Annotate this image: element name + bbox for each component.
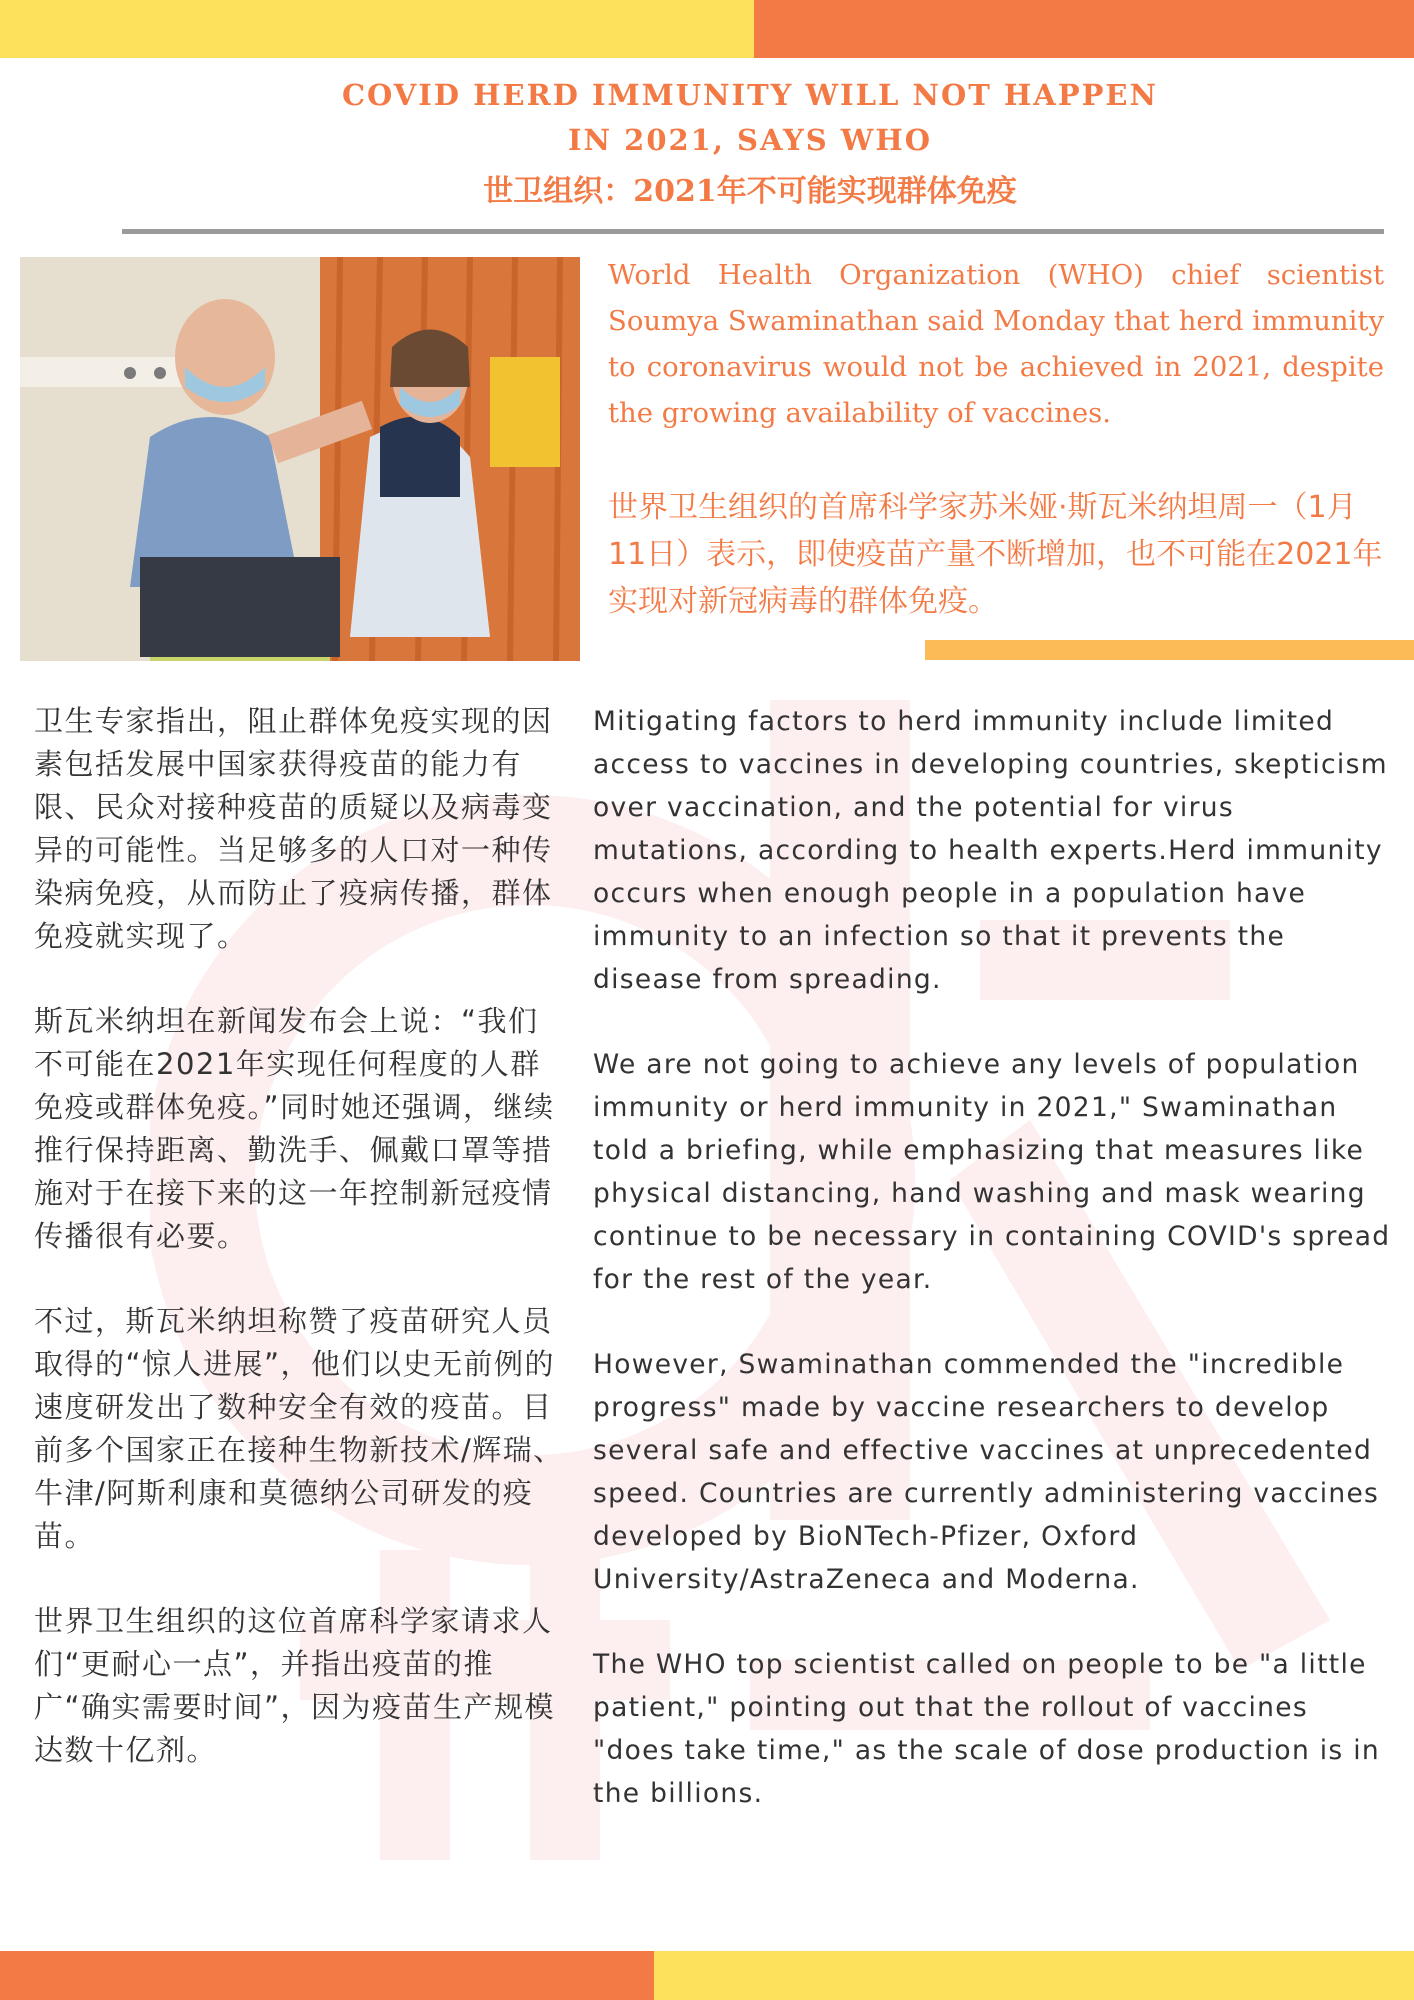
body-column-zh [34, 700, 564, 1814]
body-zh-paragraph: 世界卫生组织的这位首席科学家请求人们“更耐心一点”，并指出疫苗的推广“确实需要时间”，因为疫苗生产规模达数十亿剂。 [34, 1604, 556, 1767]
title-divider [122, 229, 1384, 234]
body-en-paragraph: However, Swaminathan commended the "incredible progress" made by vaccine researchers to develop several safe and effective vaccines at unprecedented speed. Countries are currently administering vaccines developed by BioNTech-Pfizer, Oxford University/AstraZeneca and Moderna. [593, 1349, 1380, 1595]
top-band-yellow [0, 0, 754, 58]
top-band-orange [754, 0, 1414, 58]
body-en-paragraph: Mitigating factors to herd immunity include limited access to vaccines in developing countries, skepticism over vaccination, and the potential for virus mutations, according to health experts.Herd immunity occurs when enough people in a population have immunity to an infection so that it prevents the disease from spreading. [593, 706, 1388, 995]
body-en-paragraph: The WHO top scientist called on people to be "a little patient," pointing out that the rollout of vaccines "does take time," as the scale of dose production is in the billions. [593, 1649, 1381, 1809]
vaccination-photo [20, 257, 580, 661]
body-zh-paragraph: 斯瓦米纳坦在新闻发布会上说：“我们不可能在2021年实现任何程度的人群免疫或群体免疫。”同时她还强调，继续推行保持距离、勤洗手、佩戴口罩等措施对于在接下来的这一年控制新冠疫情传播很有必要。 [34, 1004, 555, 1253]
lead-paragraph-en: World Health Organization (WHO) chief scientist Soumya Swaminathan said Monday that herd immunity to coronavirus would not be achieved in 2021, despite the growing availability of vaccines. [608, 259, 1384, 429]
accent-bar [925, 640, 1414, 660]
body-column-en [593, 700, 1391, 1857]
lead-paragraph-zh: 世界卫生组织的首席科学家苏米娅·斯瓦米纳坦周一（1月11日）表示，即使疫苗产量不断增加，也不可能在2021年实现对新冠病毒的群体免疫。 [608, 490, 1383, 619]
body-zh-paragraph: 不过，斯瓦米纳坦称赞了疫苗研究人员取得的“惊人进展”，他们以史无前例的速度研发出了数种安全有效的疫苗。目前多个国家正在接种生物新技术/辉瑞、牛津/阿斯利康和莫德纳公司研发的疫苗。 [34, 1304, 564, 1553]
bottom-band-orange [0, 1951, 654, 2000]
body-en-paragraph: We are not going to achieve any levels of population immunity or herd immunity in 2021," Swaminathan told a briefing, while emphasizing that measures like physical distancing, hand washing and mask wearing continue to be necessary in containing COVID's spread for the rest of the year. [593, 1049, 1391, 1295]
headline-en-line-2: IN 2021, SAYS WHO [567, 123, 933, 157]
bottom-band-yellow [654, 1951, 1414, 2000]
body-zh-paragraph: 卫生专家指出，阻止群体免疫实现的因素包括发展中国家获得疫苗的能力有限、民众对接种疫苗的质疑以及病毒变异的可能性。当足够多的人口对一种传染病免疫，从而防止了疫病传播，群体免疫就实现了。 [34, 704, 553, 953]
headline-en-line-1: COVID HERD IMMUNITY WILL NOT HAPPEN [341, 78, 1159, 112]
headline-zh: 世卫组织：2021年不可能实现群体免疫 [483, 174, 1017, 209]
